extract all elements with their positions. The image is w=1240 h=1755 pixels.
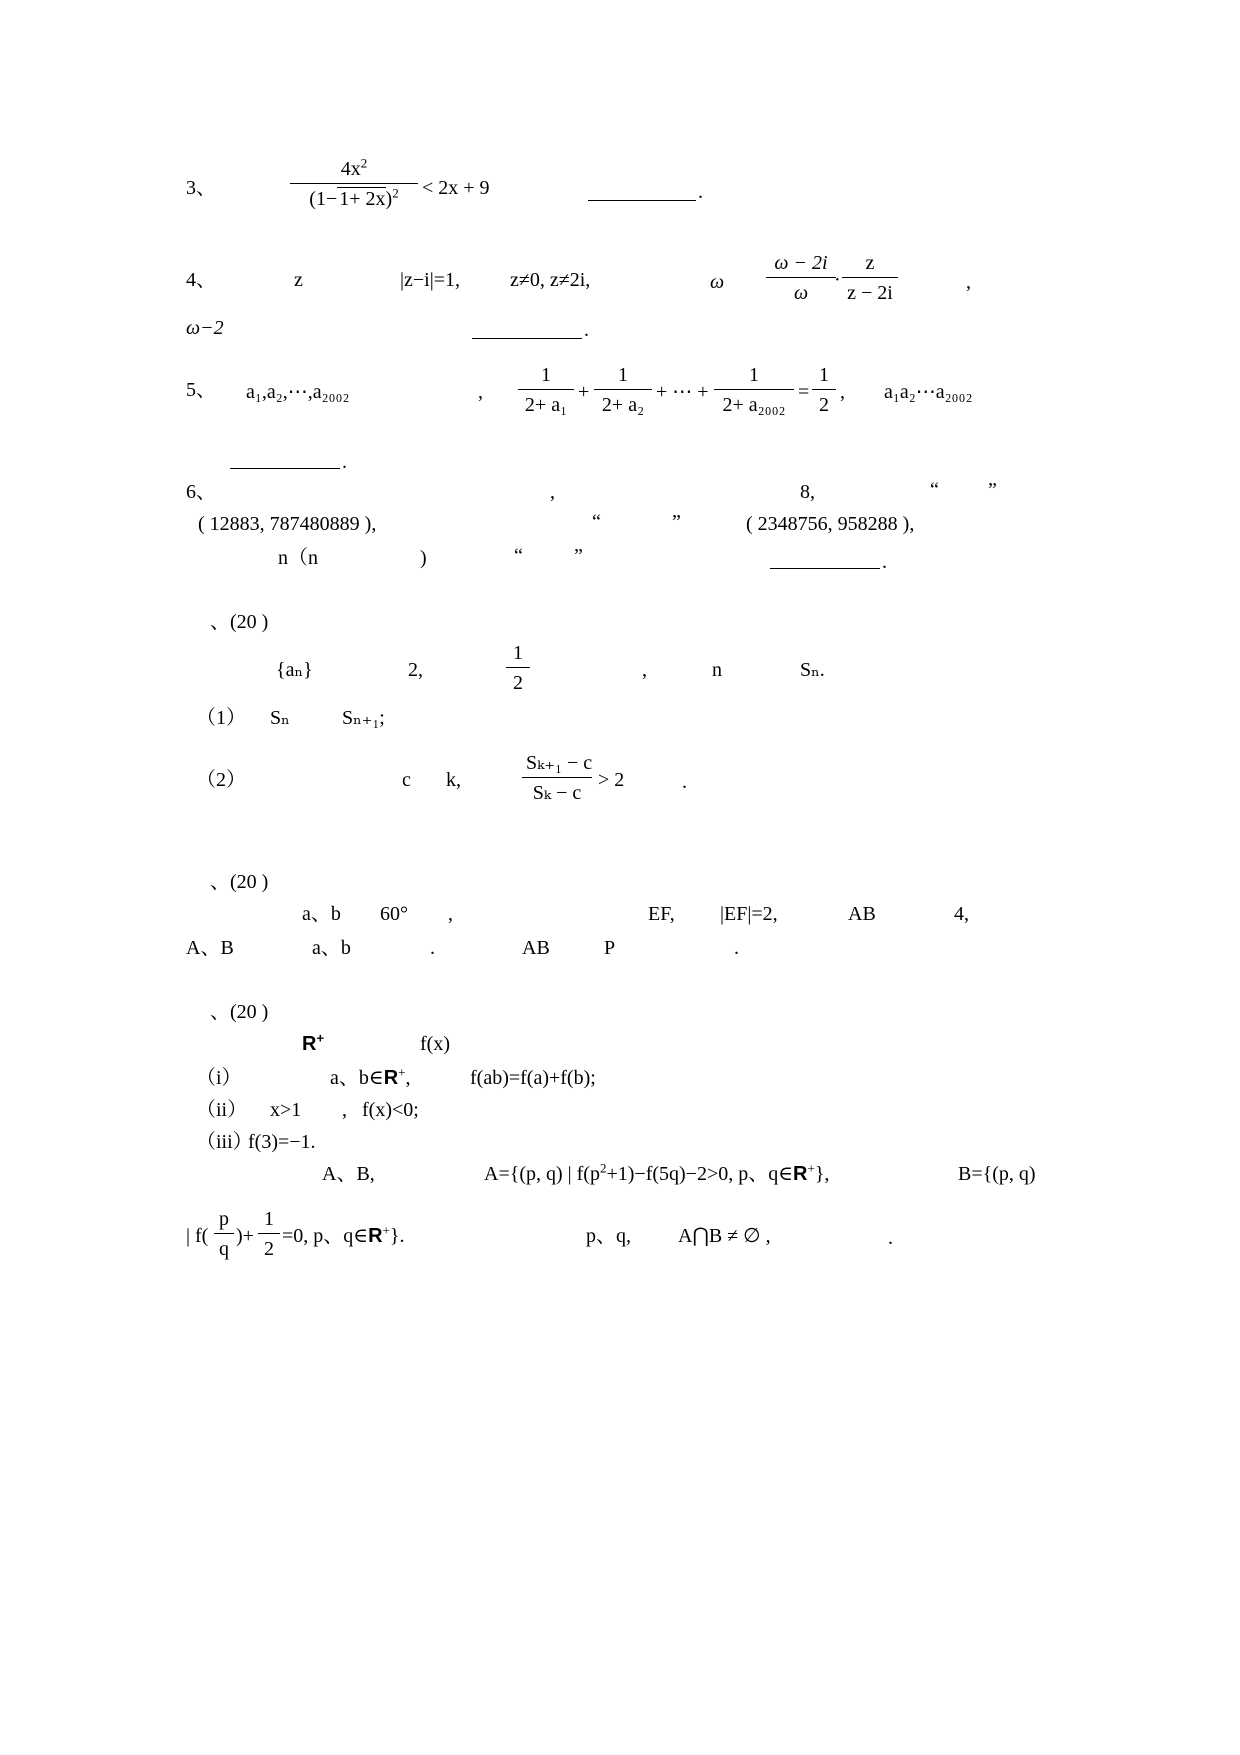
s1-n: n	[712, 659, 722, 681]
q5-answer-blank	[230, 468, 340, 469]
s1-part2-denominator: Sₖ − c	[532, 782, 582, 804]
q3-number: 3、	[186, 177, 216, 199]
q5-product: a₁a₂⋯a₂₀₀₂	[884, 381, 973, 403]
s3-set-b-p: p	[214, 1208, 234, 1234]
s3-set-b-plus: )+	[236, 1225, 254, 1247]
q6-eight: 8,	[800, 481, 815, 503]
q4-fraction-1	[766, 252, 836, 304]
q4-dot: ·	[834, 269, 841, 291]
q3-period: .	[698, 181, 703, 203]
q5-result	[812, 364, 836, 416]
s3-set-b-pq-fraction	[214, 1208, 234, 1260]
q4-comma: ,	[966, 271, 971, 293]
q6-left-quote-3: “	[514, 545, 523, 567]
q3-frac-numerator: $4x^2$	[290, 158, 418, 184]
s3-cond-ii-f: f(x)<0;	[362, 1099, 419, 1121]
q4-frac1-denominator: ω	[793, 282, 809, 304]
s1-comma: ,	[642, 659, 647, 681]
s1-part2-fraction	[522, 752, 592, 804]
s3-period: .	[888, 1227, 893, 1249]
s3-cond-ii-comma: ,	[342, 1099, 347, 1121]
s1-part2-gt: > 2	[598, 769, 625, 791]
s2-ab-segment-2: AB	[522, 937, 550, 959]
q4-fraction-2	[842, 252, 898, 304]
s1-two: 2,	[408, 659, 423, 681]
s2-heading: 、(20 )	[210, 871, 269, 893]
s3-cond-iii-f: f(3)=−1.	[248, 1131, 316, 1153]
q6-number: 6、	[186, 481, 216, 503]
s2-period-1: .	[430, 937, 435, 959]
s1-heading: 、(20 )	[210, 611, 269, 633]
q4-condition-modulus: |z−i|=1,	[400, 269, 460, 291]
q5-term3-denominator: 2+ a₂₀₀₂	[722, 394, 786, 416]
s1-sn: Sₙ.	[800, 659, 825, 681]
s3-cond-ii-x: x>1	[270, 1099, 302, 1121]
s1-half-numerator: 1	[506, 642, 530, 668]
s3-set-b-half-denominator: 2	[264, 1238, 274, 1260]
q6-right-quote-3: ”	[574, 545, 583, 567]
s2-angle: 60°	[380, 903, 408, 925]
s2-ef: EF,	[648, 903, 675, 925]
q5-result-denominator: 2	[819, 394, 829, 416]
s1-part2-numerator: Sₖ₊₁ − c	[522, 752, 592, 778]
s3-fx: f(x)	[420, 1033, 450, 1055]
s3-domain-r: R+	[302, 1030, 325, 1055]
q5-equals: =	[798, 381, 810, 403]
q5-ellipsis: + ⋯ +	[656, 381, 709, 403]
q6-left-quote-1: “	[930, 479, 939, 501]
s2-point-p: P	[604, 937, 616, 959]
q4-condition-nonzero: z≠0, z≠2i,	[510, 269, 591, 291]
q4-frac1-numerator: ω − 2i	[766, 252, 836, 278]
s1-part1-sn1: Sₙ₊₁;	[342, 707, 385, 729]
q3-answer-blank	[588, 200, 696, 201]
s3-set-b-half-numerator: 1	[258, 1208, 280, 1234]
s2-period-2: .	[734, 937, 739, 959]
q5-term1-denominator: 2+ a₁	[524, 394, 568, 416]
s1-half-denominator: 2	[513, 672, 523, 694]
s2-four: 4,	[954, 903, 969, 925]
q4-number: 4、	[186, 269, 216, 291]
s3-set-b-open: | f(	[186, 1225, 209, 1247]
q4-omega: ω	[710, 271, 725, 293]
q6-answer-blank	[770, 568, 880, 569]
q5-term3-numerator: 1	[714, 364, 794, 390]
s3-heading: 、(20 )	[210, 1001, 269, 1023]
q6-period: .	[882, 551, 887, 573]
q5-comma-2: ,	[840, 381, 845, 403]
q6-right-quote-1: ”	[988, 479, 997, 501]
q5-term-2	[594, 364, 652, 416]
q4-answer-blank	[472, 338, 582, 339]
q5-result-numerator: 1	[812, 364, 836, 390]
s1-part1-sn: Sₙ	[270, 707, 290, 729]
q6-right-quote-2: ”	[672, 511, 681, 533]
q4-period: .	[584, 319, 589, 341]
s3-set-b-q: q	[219, 1238, 229, 1260]
s2-points-ab: A、B	[186, 937, 234, 959]
s3-set-b-half	[258, 1208, 280, 1260]
s2-lines-ab-2: a、b	[312, 937, 351, 959]
s3-pq: p、q,	[586, 1225, 631, 1247]
q4-omega-minus-2: ω−2	[186, 317, 224, 339]
s1-part2-label: （2）	[196, 769, 246, 791]
q4-z: z	[294, 269, 303, 291]
s2-ab-segment: AB	[848, 903, 876, 925]
s3-set-b-start: B={(p, q)	[958, 1163, 1036, 1185]
q5-term-last	[714, 364, 794, 416]
q5-term-1	[518, 364, 574, 416]
q5-number: 5、	[186, 379, 216, 401]
s3-cond-i-label: （i）	[196, 1067, 242, 1089]
s2-lines-ab: a、b	[302, 903, 341, 925]
s3-cond-iii-label: （iii）	[196, 1131, 253, 1153]
s3-cond-ii-label: （ii）	[196, 1099, 248, 1121]
s3-cond-i-ab: a、b∈R+,	[330, 1064, 411, 1089]
q5-term2-denominator: 2+ a₂	[601, 394, 645, 416]
q5-sequence: a₁,a₂,⋯,a₂₀₀₂	[246, 381, 350, 403]
q6-example-2: ( 2348756, 958288 ),	[746, 513, 915, 535]
s2-comma: ,	[448, 903, 453, 925]
q6-n-close: )	[420, 547, 427, 569]
q4-frac2-denominator: z − 2i	[847, 282, 893, 304]
q5-plus: +	[578, 381, 590, 403]
q5-period: .	[342, 451, 347, 473]
s1-part2-c: c	[402, 769, 411, 791]
q5-comma: ,	[478, 381, 483, 403]
s2-ef-length: |EF|=2,	[720, 903, 778, 925]
s3-cond-i-eq: f(ab)=f(a)+f(b);	[470, 1067, 596, 1089]
q3-rhs: < 2x + 9	[422, 177, 490, 199]
s3-intersection: A⋂B ≠ ∅ ,	[678, 1225, 771, 1247]
q6-n: n（n	[278, 547, 318, 569]
q6-left-quote-2: “	[592, 511, 601, 533]
q5-term1-numerator: 1	[518, 364, 574, 390]
q5-term2-numerator: 1	[594, 364, 652, 390]
q6-example-1: ( 12883, 787480889 ),	[198, 513, 377, 535]
s1-sequence: {aₙ}	[276, 659, 313, 681]
q4-frac2-numerator: z	[842, 252, 898, 278]
s1-half	[506, 642, 530, 694]
s1-part2-k: k,	[446, 769, 461, 791]
q6-comma: ,	[550, 481, 555, 503]
s3-set-b-rest: =0, p、q∈R+}.	[282, 1222, 405, 1247]
s1-part2-period: .	[682, 771, 687, 793]
s3-set-a: A={(p, q) | $f(p^2+1)-f(5q)-2>0$, p、q∈R+},	[484, 1160, 830, 1185]
q3-fraction	[290, 155, 418, 210]
q3-frac-denominator: $(1- 1+ 2x)^2$	[309, 185, 399, 210]
s3-sets: A、B,	[322, 1163, 375, 1185]
s1-part1-label: （1）	[196, 707, 246, 729]
